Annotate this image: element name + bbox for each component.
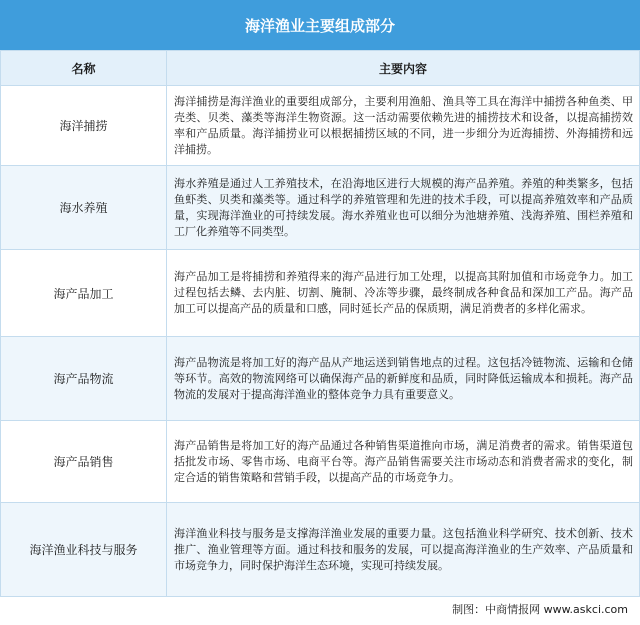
composition-table [0,50,640,597]
content-column-header: 主要内容 [167,51,640,86]
table-header-row [1,51,640,86]
source-credit: 制图：中商情报网 www.askci.com [452,603,628,616]
name-column-header: 名称 [1,51,167,86]
row-content: 海产品加工是将捕捞和养殖得来的海产品进行加工处理，以提高其附加值和市场竞争力。加工过程包括去鳞、去内脏、切割、腌制、冷冻等步骤，最终制成各种食品和深加工产品。海产品加工可以提高产品的质量和口感，同时延长产品的保质期，满足消费者的多样化需求。 [167,250,640,337]
row-name: 海洋渔业科技与服务 [1,503,167,597]
table-row [1,250,640,337]
row-content: 海洋捕捞是海洋渔业的重要组成部分，主要利用渔船、渔具等工具在海洋中捕捞各种鱼类、甲壳类、贝类、藻类等海洋生物资源。这一活动需要依赖先进的捕捞技术和设备，以提高捕捞效率和产品质量。海洋捕捞业可以根据捕捞区域的不同，进一步细分为近海捕捞、外海捕捞和远洋捕捞。 [167,86,640,166]
table-row [1,337,640,421]
row-name: 海水养殖 [1,166,167,250]
row-name: 海产品销售 [1,421,167,503]
table-row [1,166,640,250]
row-name: 海产品物流 [1,337,167,421]
page-title: 海洋渔业主要组成部分 [0,0,640,50]
row-name: 海产品加工 [1,250,167,337]
row-content: 海水养殖是通过人工养殖技术，在沿海地区进行大规模的海产品养殖。养殖的种类繁多，包括鱼虾类、贝类和藻类等。通过科学的养殖管理和先进的技术手段，可以提高养殖效率和产品质量，实现海洋渔业的可持续发展。海水养殖业也可以细分为池塘养殖、浅海养殖、围栏养殖和工厂化养殖等不同类型。 [167,166,640,250]
table-row [1,86,640,166]
row-content: 海产品物流是将加工好的海产品从产地运送到销售地点的过程。这包括冷链物流、运输和仓储等环节。高效的物流网络可以确保海产品的新鲜度和品质，同时降低运输成本和损耗。海产品物流的发展对于提高海洋渔业的整体竞争力具有重要意义。 [167,337,640,421]
table-row [1,421,640,503]
row-name: 海洋捕捞 [1,86,167,166]
table-row [1,503,640,597]
row-content: 海产品销售是将加工好的海产品通过各种销售渠道推向市场，满足消费者的需求。销售渠道包括批发市场、零售市场、电商平台等。海产品销售需要关注市场动态和消费者需求的变化，制定合适的销售策略和营销手段，以提高产品的市场竞争力。 [167,421,640,503]
row-content: 海洋渔业科技与服务是支撑海洋渔业发展的重要力量。这包括渔业科学研究、技术创新、技术推广、渔业管理等方面。通过科技和服务的发展，可以提高海洋渔业的生产效率、产品质量和市场竞争力，同时保护海洋生态环境，实现可持续发展。 [167,503,640,597]
